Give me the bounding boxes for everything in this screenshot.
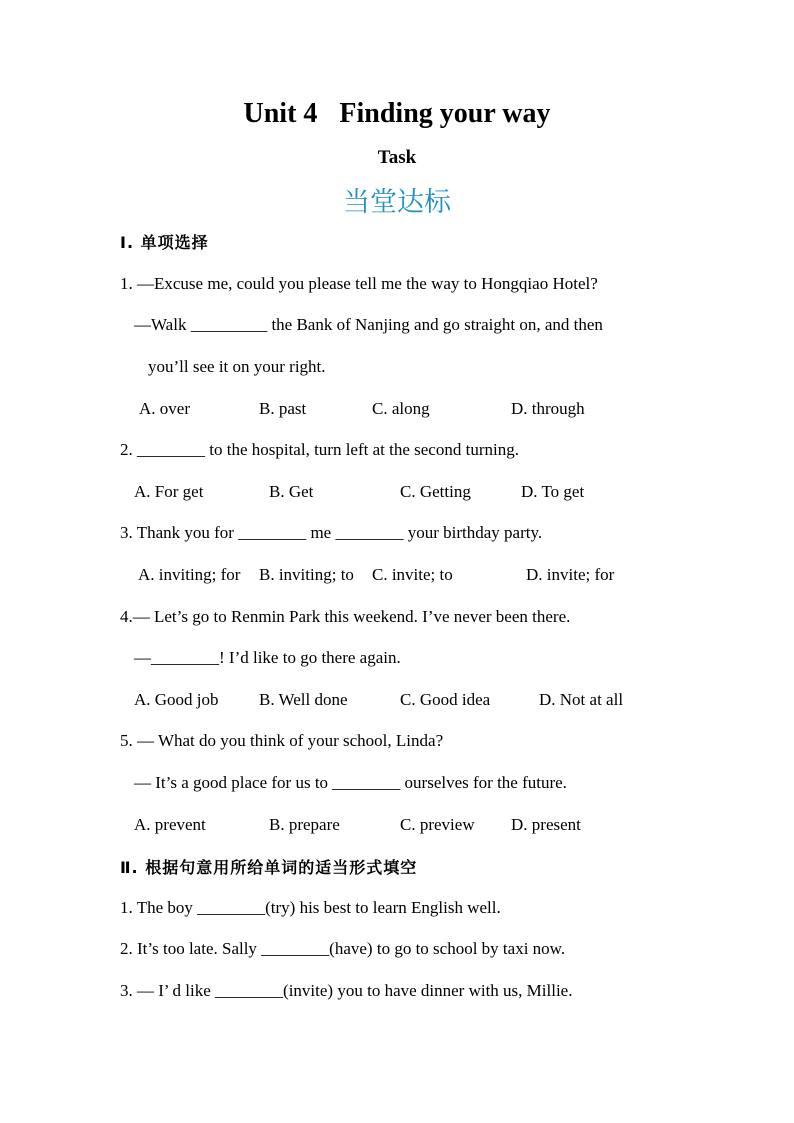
question-2-option-a: A. For get [134, 482, 204, 501]
question-1-option-d: D. through [511, 399, 585, 418]
question-4-line-2: —________! I’d like to go there again. [134, 648, 401, 667]
question-1-option-a: A. over [139, 399, 190, 418]
unit-label: Unit 4 [243, 98, 318, 129]
question-1-option-c: C. along [372, 399, 430, 418]
question-2-option-b: B. Get [269, 482, 314, 501]
question-3-option-b: B. inviting; to [259, 565, 354, 584]
question-1-line-2: —Walk _________ the Bank of Nanjing and go straight on, and then [134, 315, 603, 334]
section-2-heading: Ⅱ. 根据句意用所给单词的适当形式填空 [120, 858, 418, 877]
page-title [0, 98, 794, 130]
question-5-option-a: A. prevent [134, 815, 206, 834]
question-4-option-a: A. Good job [134, 690, 219, 709]
fill-item-3: 3. — I’ d like ________(invite) you to have dinner with us, Millie. [120, 981, 573, 1000]
question-1-line-3: you’ll see it on your right. [148, 357, 326, 376]
question-2-stem: 2. ________ to the hospital, turn left at the second turning. [120, 440, 519, 459]
question-2-option-c: C. Getting [400, 482, 471, 501]
unit-title: Finding your way [339, 98, 551, 129]
question-4-option-b: B. Well done [259, 690, 348, 709]
fill-item-2: 2. It’s too late. Sally ________(have) to go to school by taxi now. [120, 939, 566, 958]
question-5-stem: 5. — What do you think of your school, Linda? [120, 731, 444, 750]
question-5-option-d: D. present [511, 815, 581, 834]
question-4-option-c: C. Good idea [400, 690, 491, 709]
question-3-option-d: D. invite; for [526, 565, 615, 584]
question-1-option-b: B. past [259, 399, 307, 418]
question-5-option-c: C. preview [400, 815, 475, 834]
question-5-line-2: — It’s a good place for us to ________ ourselves for the future. [134, 773, 567, 792]
section-banner: 当堂达标 [343, 187, 451, 218]
question-3-option-c: C. invite; to [372, 565, 453, 584]
question-4-stem: 4.— Let’s go to Renmin Park this weekend. I’ve never been there. [120, 607, 571, 626]
section-1-heading: Ⅰ. 单项选择 [120, 233, 209, 252]
question-4-option-d: D. Not at all [539, 690, 624, 709]
question-3-option-a: A. inviting; for [138, 565, 241, 584]
question-2-option-d: D. To get [521, 482, 585, 501]
page-subtitle: Task [377, 147, 417, 168]
fill-item-1: 1. The boy ________(try) his best to learn English well. [120, 898, 501, 917]
question-5-option-b: B. prepare [269, 815, 340, 834]
question-3-stem: 3. Thank you for ________ me ________ your birthday party. [120, 523, 543, 542]
question-1-stem: 1. —Excuse me, could you please tell me the way to Hongqiao Hotel? [120, 274, 598, 293]
